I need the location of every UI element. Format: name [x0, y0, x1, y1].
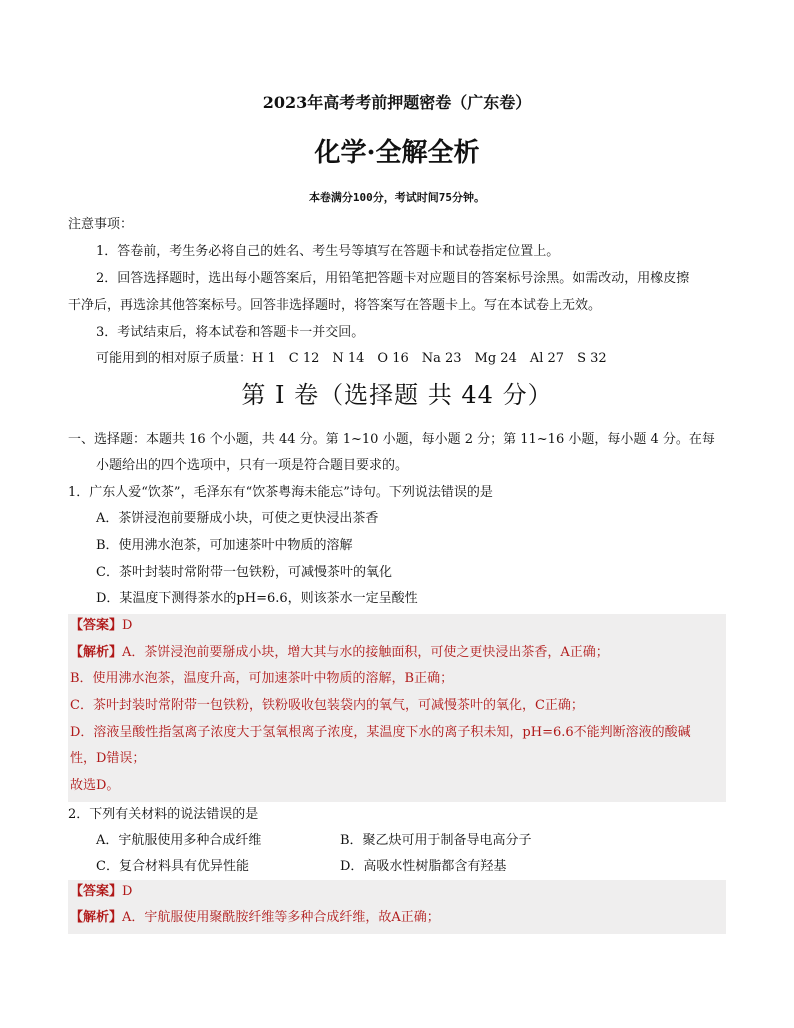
section-intro: 一、选择题：本题共 16 个小题，共 44 分。第 1~10 小题，每小题 2 分；第 11~16 小题，每小题 4 分。在每 — [68, 432, 715, 447]
question-option: B．聚乙炔可用于制备导电高分子 — [340, 833, 532, 848]
question-option: D．高吸水性树脂都含有羟基 — [340, 859, 507, 874]
question-option: C．复合材料具有优异性能 — [96, 859, 249, 874]
exam-info: 本卷满分100分，考试时间75分钟。 — [308, 191, 486, 204]
atomic-masses: 可能用到的相对原子质量：H 1 C 12 N 14 O 16 Na 23 Mg 24 Al 27 S 32 — [96, 351, 607, 366]
answer-line — [70, 617, 132, 635]
answer-tag: 【答案】 — [70, 618, 123, 633]
section-intro: 小题给出的四个选项中，只有一项是符合题目要求的。 — [96, 458, 409, 473]
answer-tag: 【答案】 — [70, 884, 123, 899]
analysis-tag: 【解析】 — [70, 910, 123, 925]
note-item: 干净后，再选涂其他答案标号。回答非选择题时，将答案写在答题卡上。写在本试卷上无效。 — [68, 298, 602, 313]
notes-heading: 注意事项： — [68, 217, 134, 232]
note-item: 3．考试结束后，将本试卷和答题卡一并交回。 — [96, 325, 365, 340]
question-stem: 2．下列有关材料的说法错误的是 — [68, 807, 259, 822]
analysis-text: D．溶液呈酸性指氢离子浓度大于氢氧根离子浓度，某温度下水的离子积未知，pH=6.6不能判断溶液的酸碱 — [70, 725, 691, 740]
analysis-text: C．茶叶封装时常附带一包铁粉，铁粉吸收包装袋内的氧气，可减慢茶叶的氧化，C正确； — [70, 698, 584, 713]
exam-title: 2023年高考考前押题密卷（广东卷） — [262, 93, 532, 112]
answer-box — [68, 880, 726, 934]
analysis-tag: 【解析】 — [70, 645, 123, 660]
answer-line — [70, 883, 132, 901]
answer-value: D — [122, 618, 133, 633]
note-item: 2．回答选择题时，选出每小题答案后，用铅笔把答题卡对应题目的答案标号涂黑。如需改动，用橡皮擦 — [96, 271, 690, 286]
question-option: B．使用沸水泡茶，可加速茶叶中物质的溶解 — [96, 538, 353, 553]
question-stem: 1．广东人爱“饮茶”，毛泽东有“饮茶粤海未能忘”诗句。下列说法错误的是 — [68, 485, 493, 500]
page-title: 化学·全解全析 — [314, 138, 480, 168]
section-title: 第 I 卷（选择题 共 44 分） — [241, 381, 553, 409]
answer-value: D — [122, 884, 133, 899]
analysis-text: 性，D错误； — [70, 751, 146, 766]
question-option: A．茶饼浸泡前要掰成小块，可使之更快浸出茶香 — [96, 511, 379, 526]
question-option: D．某温度下测得茶水的pH=6.6，则该茶水一定呈酸性 — [96, 591, 418, 606]
analysis-line — [70, 644, 609, 662]
answer-box — [68, 614, 726, 802]
analysis-text: A．茶饼浸泡前要掰成小块，增大其与水的接触面积，可使之更快浸出茶香，A正确； — [122, 645, 609, 660]
question-option: A．宇航服使用多种合成纤维 — [96, 833, 262, 848]
analysis-text: A．宇航服使用聚酰胺纤维等多种合成纤维，故A正确； — [122, 910, 440, 925]
question-option: C．茶叶封装时常附带一包铁粉，可减慢茶叶的氧化 — [96, 565, 392, 580]
note-item: 1．答卷前，考生务必将自己的姓名、考生号等填写在答题卡和试卷指定位置上。 — [96, 244, 560, 259]
analysis-text: 故选D。 — [70, 778, 120, 793]
analysis-line — [70, 909, 440, 927]
analysis-text: B．使用沸水泡茶，温度升高，可加速茶叶中物质的溶解，B正确； — [70, 671, 454, 686]
